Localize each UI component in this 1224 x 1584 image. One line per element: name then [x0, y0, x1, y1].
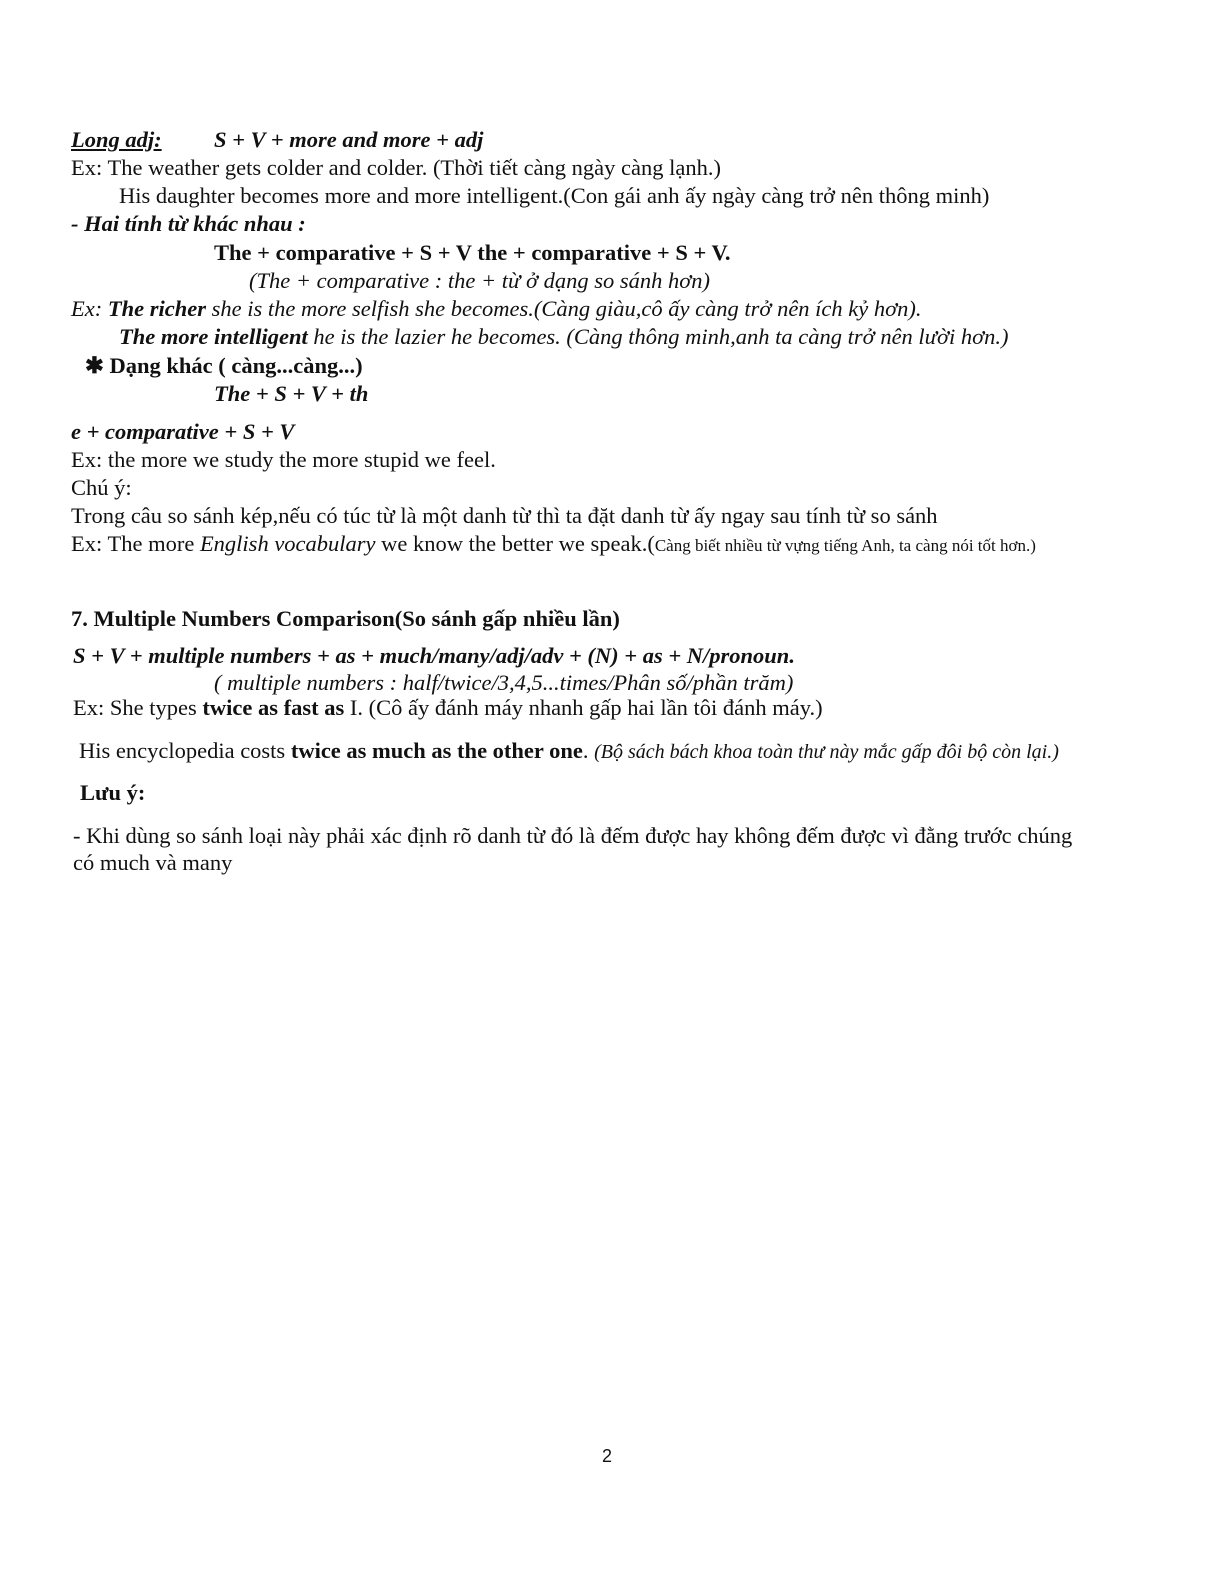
caution-text-line1: - Khi dùng so sánh loại này phải xác định rõ danh từ đó là đếm được hay không đếm được vì đằng trước chúng: [73, 823, 1073, 848]
long-adj-label: Long adj:: [71, 127, 162, 152]
example-richer-bold: The richer: [107, 296, 206, 321]
example-vocabulary: [71, 530, 1036, 560]
other-form-formula-part1: The + S + V + th: [214, 381, 369, 406]
section-two-adjectives: - Hai tính từ khác nhau :: [71, 211, 306, 236]
double-comparative-formula: The + comparative + S + V the + comparative + S + V.: [214, 240, 731, 265]
example-intelligent-bold: The more intelligent: [119, 324, 308, 349]
example-vocabulary-prefix: Ex: The more: [71, 531, 200, 556]
other-form-heading: ✱ Dạng khác ( càng...càng...): [85, 353, 363, 378]
example-intelligent: [119, 323, 1008, 351]
example-encyclopedia-translation: (Bộ sách bách khoa toàn thư này mắc gấp đôi bộ còn lại.): [594, 741, 1059, 763]
example-vocabulary-italic: English vocabulary: [199, 531, 376, 556]
example-types-rest: I. (Cô ấy đánh máy nhanh gấp hai lần tôi đánh máy.): [344, 695, 823, 720]
example-encyclopedia-bold: twice as much as the other one: [290, 738, 583, 763]
section-7-heading: 7. Multiple Numbers Comparison(So sánh gấp nhiều lần): [71, 606, 620, 631]
long-adj-formula: S + V + more and more + adj: [214, 127, 484, 152]
example-vocabulary-translation: Càng biết nhiều từ vựng tiếng Anh, ta càng nói tốt hơn.): [654, 536, 1036, 555]
example-types-bold: twice as fast as: [202, 695, 345, 720]
example-types: [73, 694, 823, 722]
formula-note: (The + comparative : the + từ ở dạng so sánh hơn): [249, 268, 710, 293]
example-encyclopedia-prefix: His encyclopedia costs: [79, 738, 291, 763]
note-text: Trong câu so sánh kép,nếu có túc từ là một danh từ thì ta đặt danh từ ấy ngay sau tính từ so sánh: [71, 503, 938, 528]
example-richer-rest: she is the more selfish she becomes.(Càng giàu,cô ấy càng trở nên ích kỷ hơn).: [205, 296, 922, 321]
example-study: Ex: the more we study the more stupid we feel.: [71, 447, 496, 472]
example-encyclopedia: [79, 737, 1059, 766]
example-vocabulary-mid: we know the better we speak.(: [375, 531, 655, 556]
multiple-numbers-formula: S + V + multiple numbers + as + much/many/adj/adv + (N) + as + N/pronoun.: [73, 643, 795, 668]
example-weather: Ex: The weather gets colder and colder. (Thời tiết càng ngày càng lạnh.): [71, 155, 721, 180]
caution-text-line2: có much và many: [73, 850, 233, 875]
note-heading: Chú ý:: [71, 475, 132, 500]
example-intelligent-rest: he is the lazier he becomes. (Càng thông minh,anh ta càng trở nên lười hơn.): [307, 324, 1009, 349]
long-adj-line: [71, 126, 484, 154]
caution-heading: Lưu ý:: [80, 780, 146, 805]
example-daughter: His daughter becomes more and more intelligent.(Con gái anh ấy ngày càng trở nên thông minh): [119, 183, 990, 208]
page-number: 2: [601, 1446, 612, 1466]
example-encyclopedia-dot: .: [582, 738, 595, 763]
example-types-prefix: Ex: She types: [73, 695, 203, 720]
example-prefix: Ex:: [71, 296, 108, 321]
multiple-numbers-note: ( multiple numbers : half/twice/3,4,5...times/Phân số/phần trăm): [214, 670, 794, 695]
other-form-formula-part2: e + comparative + S + V: [71, 419, 295, 444]
example-richer: [71, 295, 922, 323]
